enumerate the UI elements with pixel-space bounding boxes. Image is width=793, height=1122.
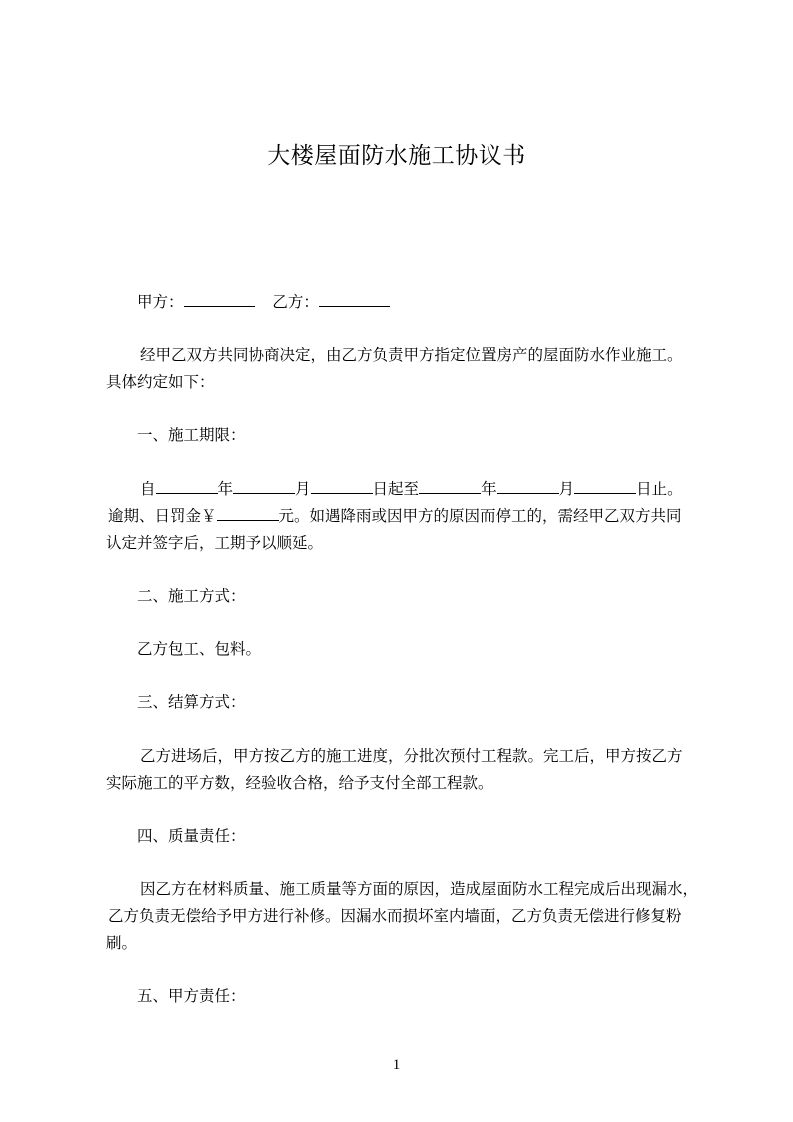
date-word-month-2: 月 (558, 480, 575, 498)
parties-line (137, 291, 390, 313)
start-month-blank[interactable] (233, 479, 295, 494)
section-5-heading: 五、甲方责任： (137, 987, 246, 1005)
date-word-until: 日起至 (372, 480, 420, 498)
party-a-label: 甲方： (137, 293, 184, 311)
intro-line-2: 具体约定如下： (106, 373, 215, 391)
penalty-amount-blank[interactable] (217, 506, 279, 521)
section-3-line-2: 实际施工的平方数，经验收合格，给予支付全部工程款。 (106, 774, 494, 792)
section-1-line-3: 认定并签字后，工期予以顺延。 (106, 534, 324, 552)
date-word-year-1: 年 (217, 480, 234, 498)
section-4-line-2: 乙方负责无偿给予甲方进行补修。因漏水而损坏室内墙面，乙方负责无偿进行修复粉 (108, 907, 682, 925)
section-4-line-1: 因乙方在材料质量、施工质量等方面的原因，造成屋面防水工程完成后出现漏水， (140, 880, 699, 898)
date-word-month-1: 月 (295, 480, 311, 498)
section-4-line-3: 刷。 (106, 934, 138, 952)
section-2-heading: 二、施工方式： (137, 587, 246, 605)
section-1-penalty-line (108, 505, 698, 527)
section-4-heading: 四、质量责任： (137, 827, 246, 845)
date-word-end: 日止。 (636, 480, 683, 498)
page-number: 1 (392, 1057, 401, 1073)
section-3-heading: 三、结算方式： (137, 693, 246, 711)
end-month-blank[interactable] (497, 479, 559, 494)
end-day-blank[interactable] (574, 479, 636, 494)
start-day-blank[interactable] (311, 479, 373, 494)
party-b-label: 乙方： (272, 293, 319, 311)
section-3-line-1: 乙方进场后，甲方按乙方的施工进度，分批次预付工程款。完工后，甲方按乙方 (140, 747, 683, 765)
intro-line-1: 经甲乙双方共同协商决定，由乙方负责甲方指定位置房产的屋面防水作业施工。 (140, 346, 683, 364)
start-year-blank[interactable] (156, 479, 218, 494)
party-b-blank[interactable] (319, 292, 390, 307)
section-2-body: 乙方包工、包料。 (137, 640, 262, 658)
document-title: 大楼屋面防水施工协议书 (267, 143, 526, 169)
date-word-from: 自 (140, 480, 156, 498)
date-word-year-2: 年 (481, 480, 497, 498)
section-1-date-line (140, 478, 683, 500)
penalty-suffix: 元。如遇降雨或因甲方的原因而停工的，需经甲乙双方共同 (278, 507, 682, 525)
end-year-blank[interactable] (419, 479, 481, 494)
penalty-prefix: 逾期、日罚金￥ (108, 507, 217, 525)
section-1-heading: 一、施工期限： (137, 426, 246, 444)
party-a-blank[interactable] (184, 292, 255, 307)
